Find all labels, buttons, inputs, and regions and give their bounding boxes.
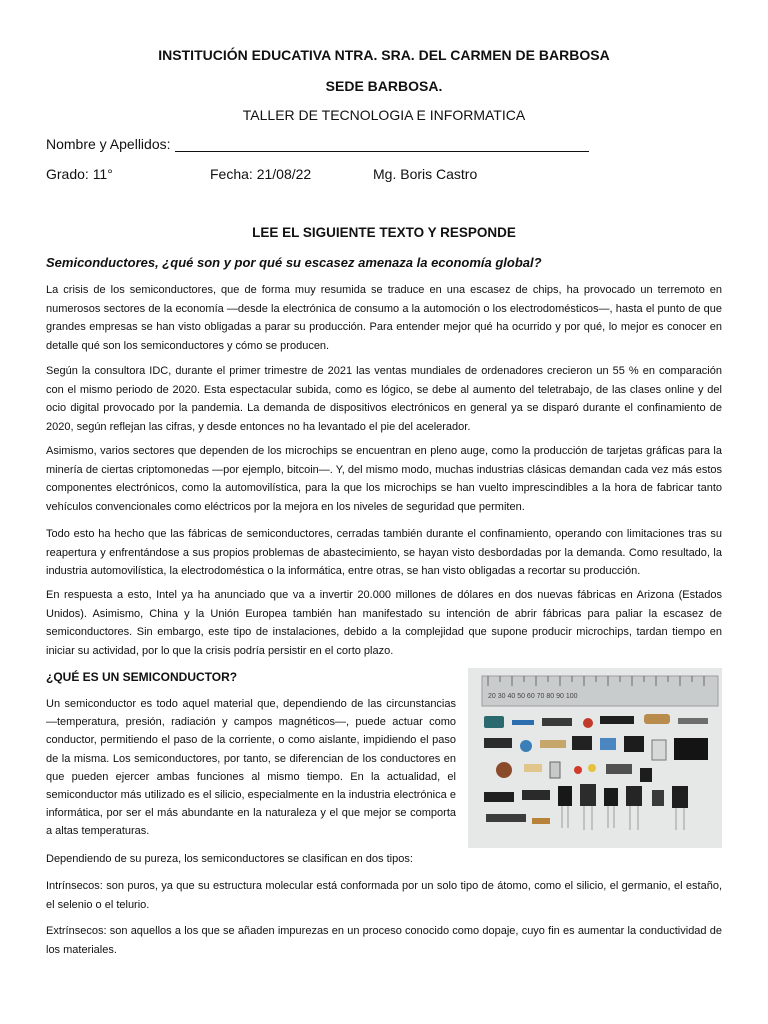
grade-text: Grado: 11° [46, 166, 113, 182]
capacitor-icon [484, 716, 504, 728]
ic-chip-icon [484, 792, 514, 802]
paragraph-3: Asimismo, varios sectores que dependen de los microchips se encuentran en pleno auge, como la producción de tarjetas gráficas para la minería de ciertas criptomonedas —por ejemplo, bitcoin—. Y, del mismo modo, muchas industrias clásicas demandan cada vez más estos componentes electrónicos, como la automovilística, para la que los microchips se han vuelto imprescindibles a la hora de fabricar tanto vehículos convencionales como eléctricos por la mejora en los niveles de seguridad que permiten. [46, 445, 722, 513]
ruler-scale-text: 20 30 40 50 60 70 80 90 100 [488, 693, 578, 700]
relay-icon [674, 738, 708, 760]
instruction-heading: LEE EL SIGUIENTE TEXTO Y RESPONDE [252, 225, 516, 240]
paragraph-4: Todo esto ha hecho que las fábricas de semiconductores, cerradas también durante el confinamiento, operando con limitaciones tras su reapertura y enfrentándose a sus propios problemas de abastecimiento, se hayan visto desbordadas por la demanda. Como resultado, la industria automovilística, la electrodoméstica o la informática, entre otras, se han visto obligadas a recortar su producción. [46, 528, 722, 577]
paragraph-5: En respuesta a esto, Intel ya ha anunciado que va a invertir 20.000 millones de dólares en dos nuevas fábricas en Arizona (Estados Unidos). Asimismo, China y la Unión Europea también han manifestado su intención de abrir fábricas para paliar la escasez de semiconductores. Sin embargo, este tipo de instalaciones, debido a la complejidad que supone producir microchips, tardan tiempo en iniciar su actividad, por lo que la crisis podría persistir en el corto plazo. [46, 589, 722, 657]
electronic-components-photo [468, 668, 722, 848]
article-title: Semiconductores, ¿qué son y por qué su escasez amenaza la economía global? [46, 255, 542, 270]
resistor-icon [512, 720, 534, 725]
components-illustration [468, 668, 722, 848]
intrinsic-definition: Intrínsecos: son puros, ya que su estructura molecular está conformada por un solo tipo de átomo, como el silicio, el germanio, el estaño, el selenio o el telurio. [46, 880, 722, 911]
types-intro: Dependiendo de su pureza, los semiconductores se clasifican en dos tipos: [46, 853, 413, 865]
site-heading: SEDE BARBOSA. [325, 78, 443, 94]
extrinsic-definition: Extrínsecos: son aquellos a los que se añaden impurezas en un proceso conocido como dopaje, cuyo fin es aumentar la conductividad de los materiales. [46, 925, 722, 956]
ruler [482, 676, 718, 706]
teacher-name: Mg. Boris Castro [373, 166, 478, 182]
name-blank-line[interactable] [175, 137, 589, 152]
name-field[interactable] [46, 136, 589, 152]
paragraph-2: Según la consultora IDC, durante el primer trimestre de 2021 las ventas mundiales de ordenadores crecieron un 55 % en comparación con el mismo periodo de 2020. Esta espectacular subida, como es lógico, se debe al aumento del teletrabajo, de las clases online y del ocio digital provocado por la pandemia. La demanda de dispositivos electrónicos en general ya se disparó durante el confinamiento de 2020, según reflejan las cifras, y desde entonces no ha levantado el pie del acelerador. [46, 365, 722, 433]
date-text: Fecha: 21/08/22 [210, 166, 312, 182]
name-label: Nombre y Apellidos: [46, 136, 171, 152]
semiconductor-definition: Un semiconductor es todo aquel material que, dependiendo de las circunstancias —temperatura, presión, radiación y campos magnéticos—, puede actuar como conductor, permitiendo el paso de la corriente, o como aislante, impidiendo el paso de la misma. Los semiconductores, por tanto, se diferencian de los conductores en que pueden ejercer ambas funciones al mismo tiempo. En la actualidad, el semiconductor más utilizado es el silicio, especialmente en la industria electrónica e informática, por ser el más abundante en la naturaleza y el que mejor se comporta a altas temperaturas. [46, 698, 456, 838]
paragraph-1: La crisis de los semiconductores, que de forma muy resumida se traduce en una escasez de chips, ha provocado un terremoto en numerosos sectores de la economía —desde la electrónica de consumo a la automoción o los electrodomésticos—, hasta el punto de que grandes empresas se han visto obligadas a parar su producción. Para entender mejor qué ha ocurrido y por qué, lo mejor es conocer en detalle qué son los semiconductores y cómo se producen. [46, 284, 722, 352]
section-heading-semiconductor: ¿QUÉ ES UN SEMICONDUCTOR? [46, 670, 238, 684]
workshop-heading: TALLER DE TECNOLOGIA E INFORMATICA [242, 107, 526, 123]
institution-heading: INSTITUCIÓN EDUCATIVA NTRA. SRA. DEL CARMEN DE BARBOSA [158, 47, 610, 63]
